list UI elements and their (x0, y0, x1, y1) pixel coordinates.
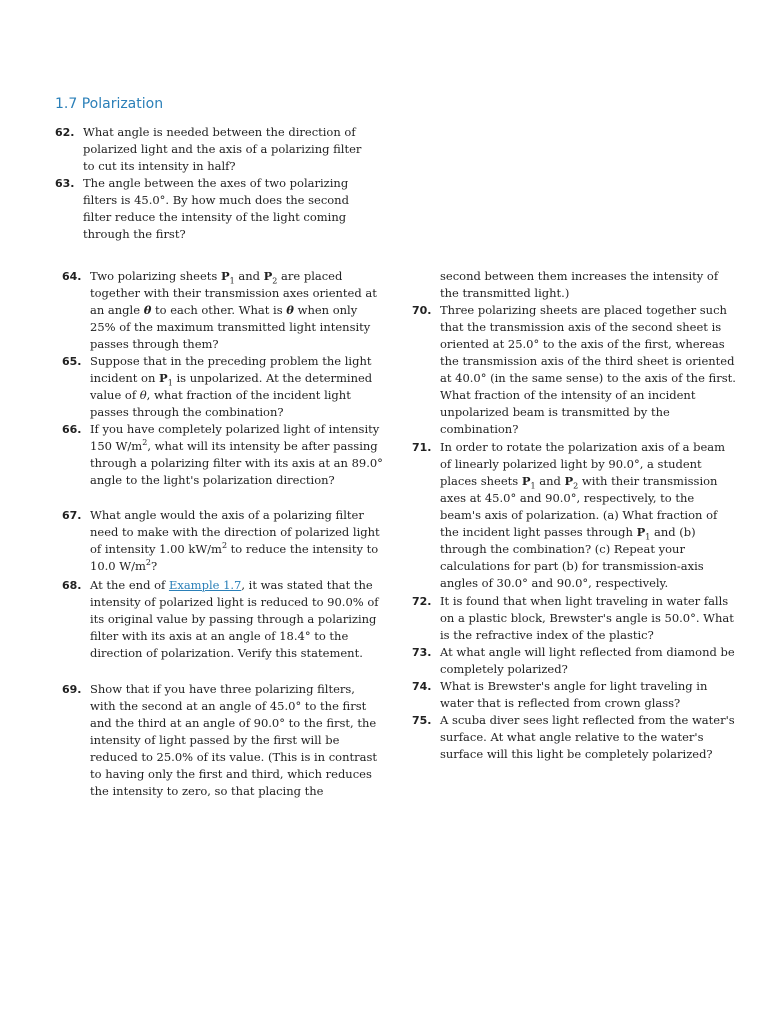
problem-64 (62, 268, 384, 353)
problem-66 (62, 421, 384, 489)
problem-73 (412, 644, 737, 678)
problem-number: 67. (62, 509, 82, 522)
problem-text: What is Brewster's angle for light traveling in water that is reflected from crown glass? (440, 679, 708, 710)
problem-number: 70. (412, 304, 432, 317)
problem-text: At what angle will light reflected from diamond be completely polarized? (440, 645, 735, 676)
problem-62 (55, 124, 365, 175)
problem-text: In order to rotate the polarization axis of a beam of linearly polarized light by 90.0°, a student places sheets $P_1$ and $P_2$ with their transmission axes at 45.0° and 90.0°, respectively, to the beam's axis of polarization. (a) What fraction of the incident light passes through $P_1$ and (b) through the combination? (c) Repeat your calculations for part (b) for transmission-axis angles of 30.0° and 90.0°, respectively. (440, 440, 726, 590)
problem-69 (62, 681, 384, 800)
problem-text: Three polarizing sheets are placed together such that the transmission axis of the second sheet is oriented at 25.0° to the axis of the first, whereas the transmission axis of the third sheet is oriented at 40.0° (in the same sense) to the axis of the first. What fraction of the intensity of an incident unpolarized beam is transmitted by the combination? (440, 303, 736, 436)
problem-number: 65. (62, 355, 82, 368)
section-heading: 1.7 Polarization (55, 96, 164, 112)
problem-67 (62, 507, 384, 575)
problem-71 (412, 439, 737, 592)
problem-text: What angle is needed between the direction of polarized light and the axis of a polarizing filter to cut its intensity in half? (83, 125, 362, 173)
problem-number: 71. (412, 441, 432, 454)
problem-number: 62. (55, 126, 75, 139)
problem-text: Two polarizing sheets $P_1$ and $P_2$ are placed together with their transmission axes oriented at an angle θ to each other. What is θ when only 25% of the maximum transmitted light intensity passes through them? (90, 269, 377, 351)
problem-text: If you have completely polarized light of intensity 150 $W/m^2$, what will its intensity be after passing through a polarizing filter with its axis at an 89.0° angle to the light's polarization direction? (90, 422, 383, 487)
problem-number: 68. (62, 579, 82, 592)
example-link[interactable]: Example 1.7 (168, 578, 242, 592)
problem-number: 63. (55, 177, 75, 190)
problem-text: It is found that when light traveling in water falls on a plastic block, Brewster's angle is 50.0°. What is the refractive index of the plastic? (440, 594, 734, 642)
problem-69-continued (412, 268, 737, 302)
problem-74 (412, 678, 737, 712)
problem-72 (412, 593, 737, 644)
problem-text: Show that if you have three polarizing filters, with the second at an angle of 45.0° to the first and the third at an angle of 90.0° to the first, the intensity of light passed by the first will be reduced to 25.0% of its value. (This is in contrast to having only the first and third, which reduces the intensity to zero, so that placing the (90, 682, 378, 798)
problem-65 (62, 353, 384, 421)
problem-number: 66. (62, 423, 82, 436)
problem-text: The angle between the axes of two polarizing filters is 45.0°. By how much does the second filter reduce the intensity of the light coming through the first? (83, 176, 349, 241)
problem-70 (412, 302, 737, 438)
problem-68 (62, 577, 384, 662)
problem-text: A scuba diver sees light reflected from the water's surface. At what angle relative to the water's surface will this light be completely polarized? (440, 713, 735, 761)
problem-text: second between them increases the intensity of the transmitted light.) (440, 269, 719, 300)
problem-number: 64. (62, 270, 82, 283)
problem-number: 75. (412, 714, 432, 727)
problem-text: At the end of Example 1.7, it was stated that the intensity of polarized light is reduced to 90.0% of its original value by passing through a polarizing filter with its axis at an angle of 18.4° to the direction of polarization. Verify this statement. (90, 578, 379, 660)
problem-number: 72. (412, 595, 432, 608)
problem-text: Suppose that in the preceding problem the light incident on $P_1$ is unpolarized. At the determined value of θ, what fraction of the incident light passes through the combination? (90, 354, 373, 419)
problem-number: 74. (412, 680, 432, 693)
problem-63 (55, 175, 365, 243)
problem-number: 73. (412, 646, 432, 659)
problem-text: What angle would the axis of a polarizing filter need to make with the direction of polarized light of intensity 1.00 $kW/m^2$ to reduce the intensity to 10.0 $W/m^2$? (90, 508, 380, 573)
problem-number: 69. (62, 683, 82, 696)
problem-75 (412, 712, 737, 763)
